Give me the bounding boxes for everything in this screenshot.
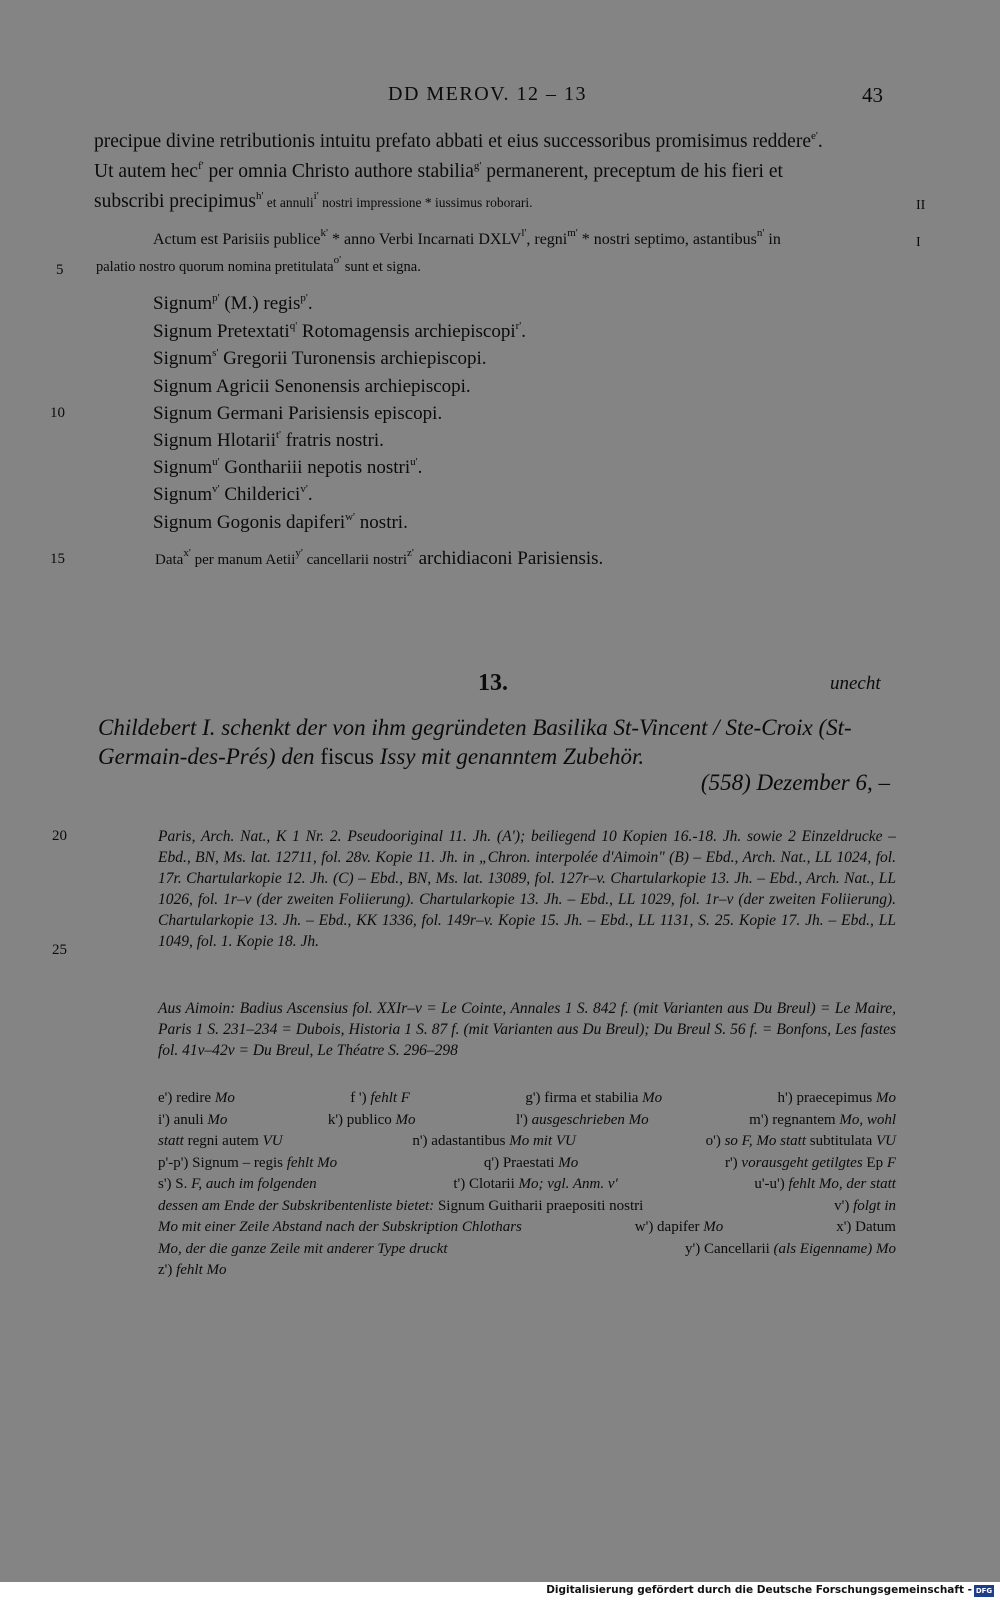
actum-line: Actum est Parisiis publice$^{k'}$ * anno Verbi Incarnati $DXLV^{l'}$, regni$^{m'}$ * nostri septimo, astantibus$^{n'}$ in <box>153 227 781 248</box>
apparatus-row: statt regni autem VU n') adastantibus Mo mit VU o') so F, Mo statt subtitulata VU <box>158 1133 896 1149</box>
apparatus-row: p'-p') Signum – regis fehlt Mo q') Praestati Mo r') vorausgeht getilgtes Ep F <box>158 1154 896 1171</box>
signum-line: Signum Gogonis dapiferi$^{w'}$ nostri. <box>153 511 408 533</box>
document-number: 13. <box>478 670 508 696</box>
line-number-20: 20 <box>52 828 67 844</box>
data-line: Data$^{x'}$ per manum Aetii$^{y'}$ cancellarii nostri$^{z'}$ archidiaconi Parisiensis. <box>155 547 604 569</box>
signum-line: Signum$^{v'}$ Childerici$^{v'}$. <box>153 483 313 505</box>
margin-mark-ii: II <box>916 198 926 213</box>
apparatus-row: z') fehlt Mo <box>158 1262 227 1278</box>
text-line-1: precipue divine retributionis intuitu prefato abbati et eius successoribus promisimus reddere$^{e'}$. <box>94 130 823 152</box>
signum-line: Signum Agricii Senonensis archiepiscopi. <box>153 376 471 397</box>
editions-list: Aus Aimoin: Badius Ascensius fol. XXIr–v = Le Cointe, Annales 1 S. 842 f. (mit Varianten aus Du Breul) = Le Maire, Paris 1 S. 231–234 = Dubois, Historia 1 S. 87 f. (mit Varianten aus Du Breul); Du Breul S. 56 f. = Bonfons, Les fastes fol. 41v–42v = Du Breul, Le Théatre S. 296–298 <box>158 1000 896 1059</box>
signum-line: Signum Hlotarii$^{t'}$ fratris nostri. <box>153 429 384 451</box>
page-number: 43 <box>862 83 883 107</box>
funding-credit: Digitalisierung gefördert durch die Deutsche Forschungsgemeinschaft - <box>546 1584 972 1596</box>
signum-line: Signum$^{s'}$ Gregorii Turonensis archiepiscopi. <box>153 347 487 369</box>
regest: Childebert I. schenkt der von ihm gegründeten Basilika St-Vincent / Ste-Croix (St-Germain-des-Prés) den fiscus Issy mit genanntem Zubehör. <box>98 715 852 769</box>
apparatus-row: i') anuli Mo k') publico Mo l') ausgeschrieben Mo m') regnantem Mo, wohl <box>158 1111 896 1128</box>
margin-mark-i: I <box>916 235 921 250</box>
apparatus-row: e') redire Mo f ') fehlt F g') firma et stabilia Mo h') praecepimus Mo <box>158 1090 896 1106</box>
signum-line: Signum Germani Parisiensis episcopi. <box>153 403 443 424</box>
apparatus-row: Mo, der die ganze Zeile mit anderer Type druckt y') Cancellarii (als Eigenname) Mo <box>158 1240 896 1257</box>
dfg-logo: DFG <box>975 1587 993 1595</box>
line-number-15: 15 <box>50 551 65 567</box>
line-number-10: 10 <box>50 405 65 421</box>
signum-line: Signum$^{u'}$ Gonthariii nepotis nostri$^{u'}$. <box>153 456 423 478</box>
apparatus-row: s') S. F, auch im folgenden t') Clotarii Mo; vgl. Anm. v' u'-u') fehlt Mo, der statt <box>158 1176 896 1192</box>
signum-line: Signum Pretextati$^{q'}$ Rotomagensis archiepiscopi$^{r'}$. <box>153 320 527 342</box>
text-line-2: Ut autem hec$^{f'}$ per omnia Christo authore stabilia$^{g'}$ permanerent, preceptum de his fieri et <box>94 160 783 182</box>
running-head: DD MEROV. 12 – 13 <box>388 83 588 105</box>
actum-continuation: palatio nostro quorum nomina pretitulata$^{o'}$ sunt et signa. <box>96 254 421 275</box>
footer-bar <box>0 1582 1000 1600</box>
text-line-3: subscribi precipimus$^{h'}$ et annuli$^{i'}$ nostri impressione * iussimus roborari. <box>94 190 533 212</box>
apparatus-row: Mo mit einer Zeile Abstand nach der Subskription Chlothars w') dapifer Mo x') Datum <box>158 1219 896 1235</box>
source-tradition: Paris, Arch. Nat., K 1 Nr. 2. Pseudooriginal 11. Jh. (A'); beiliegend 10 Kopien 16.-18. Jh. sowie 2 Einzeldrucke – Ebd., BN, Ms. lat. 12711, fol. 28v. Kopie 11. Jh. in „Chron. interpolée d'Aimoin" (B) – Ebd., Arch. Nat., LL 1024, fol. 17r. Chartularkopie 12. Jh. (C) – Ebd., BN, Ms. lat. 13089, fol. 127r–v. Chartularkopie 13. Jh. – Ebd., Arch. Nat., LL 1026, fol. 1r–v (der zweiten Foliierung). Chartularkopie 13. Jh. – Ebd., LL 1029, fol. 1r–v (der zweiten Foliierung). Chartularkopie 13. Jh. – Ebd., KK 1336, fol. 149r–v. Kopie 15. Jh. – Ebd., LL 1131, S. 25. Kopie 17. Jh. – Ebd., LL 1049, fol. 1. Kopie 18. Jh. <box>158 828 896 950</box>
authenticity-status: unecht <box>830 673 881 694</box>
document-date: (558) Dezember 6, – <box>700 770 890 795</box>
line-number-5: 5 <box>56 262 64 278</box>
page-header <box>0 83 1000 111</box>
line-number-25: 25 <box>52 942 67 958</box>
signum-line: Signum$^{p'}$ (M.) regis$^{p'}$. <box>153 292 313 314</box>
apparatus-row: dessen am Ende der Subskribentenliste bietet: Signum Guitharii praepositi nostri v') folgt in <box>158 1197 896 1214</box>
critical-apparatus <box>158 1088 896 1282</box>
